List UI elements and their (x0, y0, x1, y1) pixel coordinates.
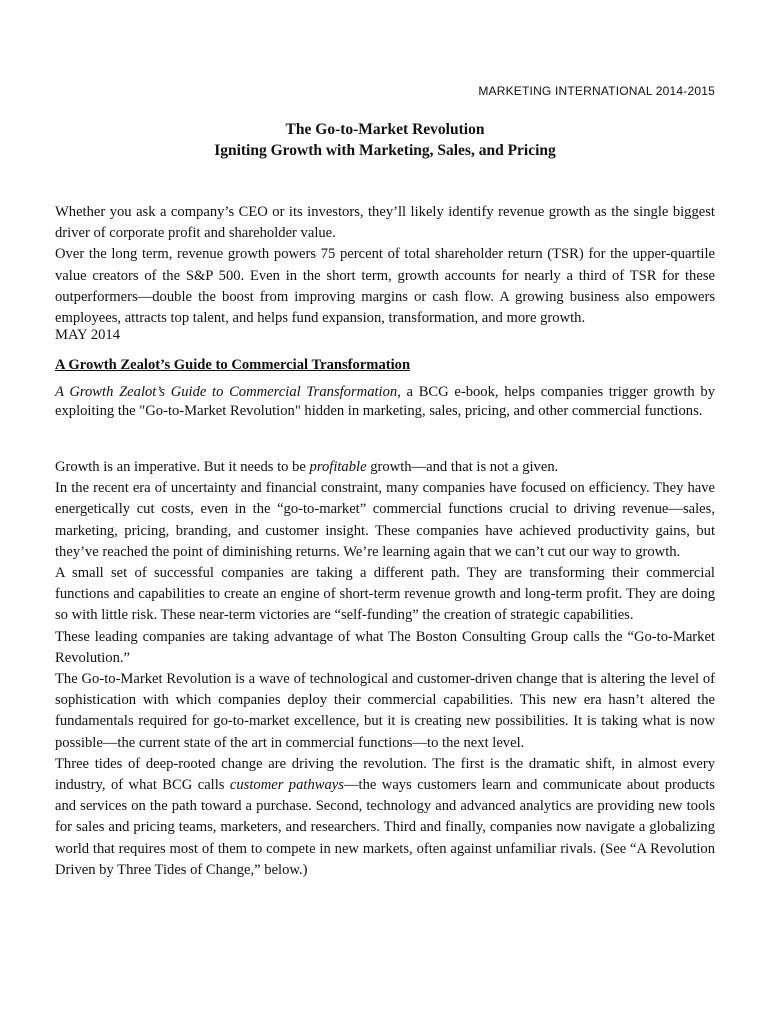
body-paragraph-3: A small set of successful companies are taking a different path. They are transforming their commercial functions and capabilities to create an engine of short-term revenue growth and long-term profit. They are doing so with little risk. These near-term victories are “self-funding” the creation of strategic capabilities. (55, 565, 715, 624)
body-p1-start: Growth is an imperative. But it needs to be (55, 459, 310, 475)
summary-book-title: A Growth Zealot’s Guide to Commercial Transformation (55, 384, 398, 400)
body-p6-end: —the ways customers learn and communicate about products and services on the path toward a purchase. Second, technology and advanced analytics are providing new tools for sales and pricing teams, marketers, and researchers. Third and finally, companies now navigate a globalizing world that requires most of them to compete in new markets, often against unfamiliar rivals. (See “A Revolution Driven by Three Tides of Change,” below.) (55, 777, 715, 878)
intro-paragraph-2: Over the long term, revenue growth powers 75 percent of total shareholder return (TSR) for the upper-quartile value creators of the S&P 500. Even in the short term, growth accounts for nearly a third of TSR for these outperformers—double the boost from improving margins or cash flow. A growing business also empowers employees, attracts top talent, and helps fund expansion, transformation, and more growth. (55, 246, 715, 327)
document-title (55, 119, 715, 161)
intro-section (55, 202, 715, 329)
summary-paragraph (55, 383, 715, 421)
body-p6-start: Three tides of deep-rooted change are driving the revolution. The first is the dramatic shift, in almost every industry, of what BCG calls (55, 755, 715, 794)
title-line-1: The Go-to-Market Revolution (285, 121, 485, 138)
summary-text: , a BCG e-book, helps companies trigger growth by exploiting the "Go-to-Market Revolution" hidden in marketing, sales, pricing, and other commercial functions. (55, 384, 715, 419)
body-paragraph-5: The Go-to-Market Revolution is a wave of technological and customer-driven change that is altering the level of sophistication with which companies deploy their commercial capabilities. This new era hasn’t altered the fundamentals required for go-to-market excellence, but it is creating new possibilities. It is taking what is now possible—the current state of the art in commercial functions—to the next level. (55, 671, 715, 751)
publication-date: MAY 2014 (55, 327, 121, 343)
body-p6-emphasis: customer pathways (229, 777, 344, 794)
intro-paragraph-1: Whether you ask a company’s CEO or its investors, they’ll likely identify revenue growth as the single biggest driver of corporate profit and shareholder value. (55, 204, 715, 242)
section-summary (55, 383, 715, 421)
body-p1-emphasis: profitable (309, 459, 367, 475)
section-heading: A Growth Zealot’s Guide to Commercial Transformation (55, 357, 411, 373)
main-body (55, 457, 715, 881)
body-paragraph-6 (55, 754, 715, 881)
course-header: MARKETING INTERNATIONAL 2014-2015 (478, 84, 715, 98)
body-paragraph-2: In the recent era of uncertainty and financial constraint, many companies have focused on efficiency. They have energetically cut costs, even in the “go-to-market” commercial functions crucial to driving revenue—sales, marketing, pricing, branding, and customer insight. These companies have achieved productivity gains, but they’ve reached the point of diminishing returns. We’re learning again that we can’t cut our way to growth. (55, 480, 715, 560)
title-line-2: Igniting Growth with Marketing, Sales, and Pricing (214, 142, 556, 159)
body-p1-end: growth—and that is not a given. (366, 459, 559, 475)
body-paragraph-1 (55, 457, 715, 478)
body-paragraph-4: These leading companies are taking advantage of what The Boston Consulting Group calls the “Go-to-Market Revolution.” (55, 628, 715, 666)
